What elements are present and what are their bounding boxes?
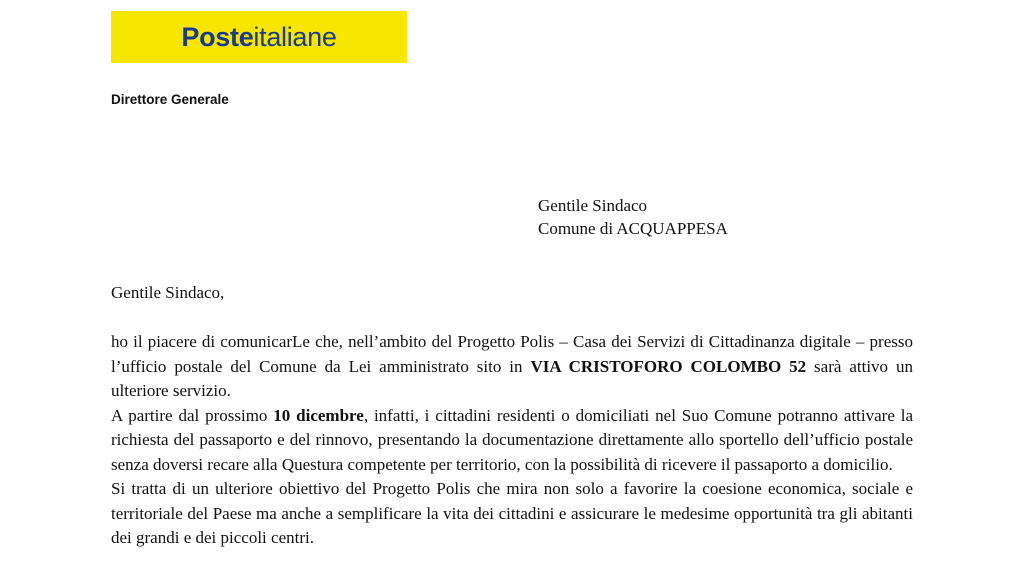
recipient-line-2: Comune di ACQUAPPESA bbox=[538, 219, 728, 238]
recipient-block bbox=[538, 194, 728, 240]
recipient-line-1: Gentile Sindaco bbox=[538, 196, 648, 215]
paragraph-1: ho il piacere di comunicarLe che, nell’ambito del Progetto Polis – Casa dei Servizi di Cittadinanza digitale – presso l’ufficio postale del Comune da Lei amministrato sito in VIA CRISTOFORO COLOMBO 52 sarà attivo un ulteriore servizio. bbox=[111, 332, 913, 400]
logo-text: Posteitaliane bbox=[181, 21, 337, 52]
paragraph-3: Si tratta di un ulteriore obiettivo del Progetto Polis che mira non solo a favorire la coesione economica, sociale e territoriale del Paese ma anche a semplificare la vita dei cittadini e assicurare le medesime opportunità tra gli abitanti dei grandi e dei piccoli centri. bbox=[111, 479, 913, 547]
poste-italiane-logo bbox=[111, 11, 407, 63]
salutation: Gentile Sindaco, bbox=[111, 283, 225, 302]
office-address: VIA CRISTOFORO COLOMBO 52 bbox=[530, 356, 807, 376]
start-date: 10 dicembre bbox=[273, 405, 364, 425]
paragraph-2: A partire dal prossimo 10 dicembre, infatti, i cittadini residenti o domiciliati nel Suo Comune potranno attivare la richiesta del passaporto e del rinnovo, presentando la documentazione direttamente allo sportello dell’ufficio postale senza doversi recare alla Questura competente per territorio, con la possibilità di ricevere il passaporto a domicilio. bbox=[111, 405, 914, 474]
letter-body bbox=[111, 330, 913, 551]
sender-title: Direttore Generale bbox=[111, 92, 229, 107]
